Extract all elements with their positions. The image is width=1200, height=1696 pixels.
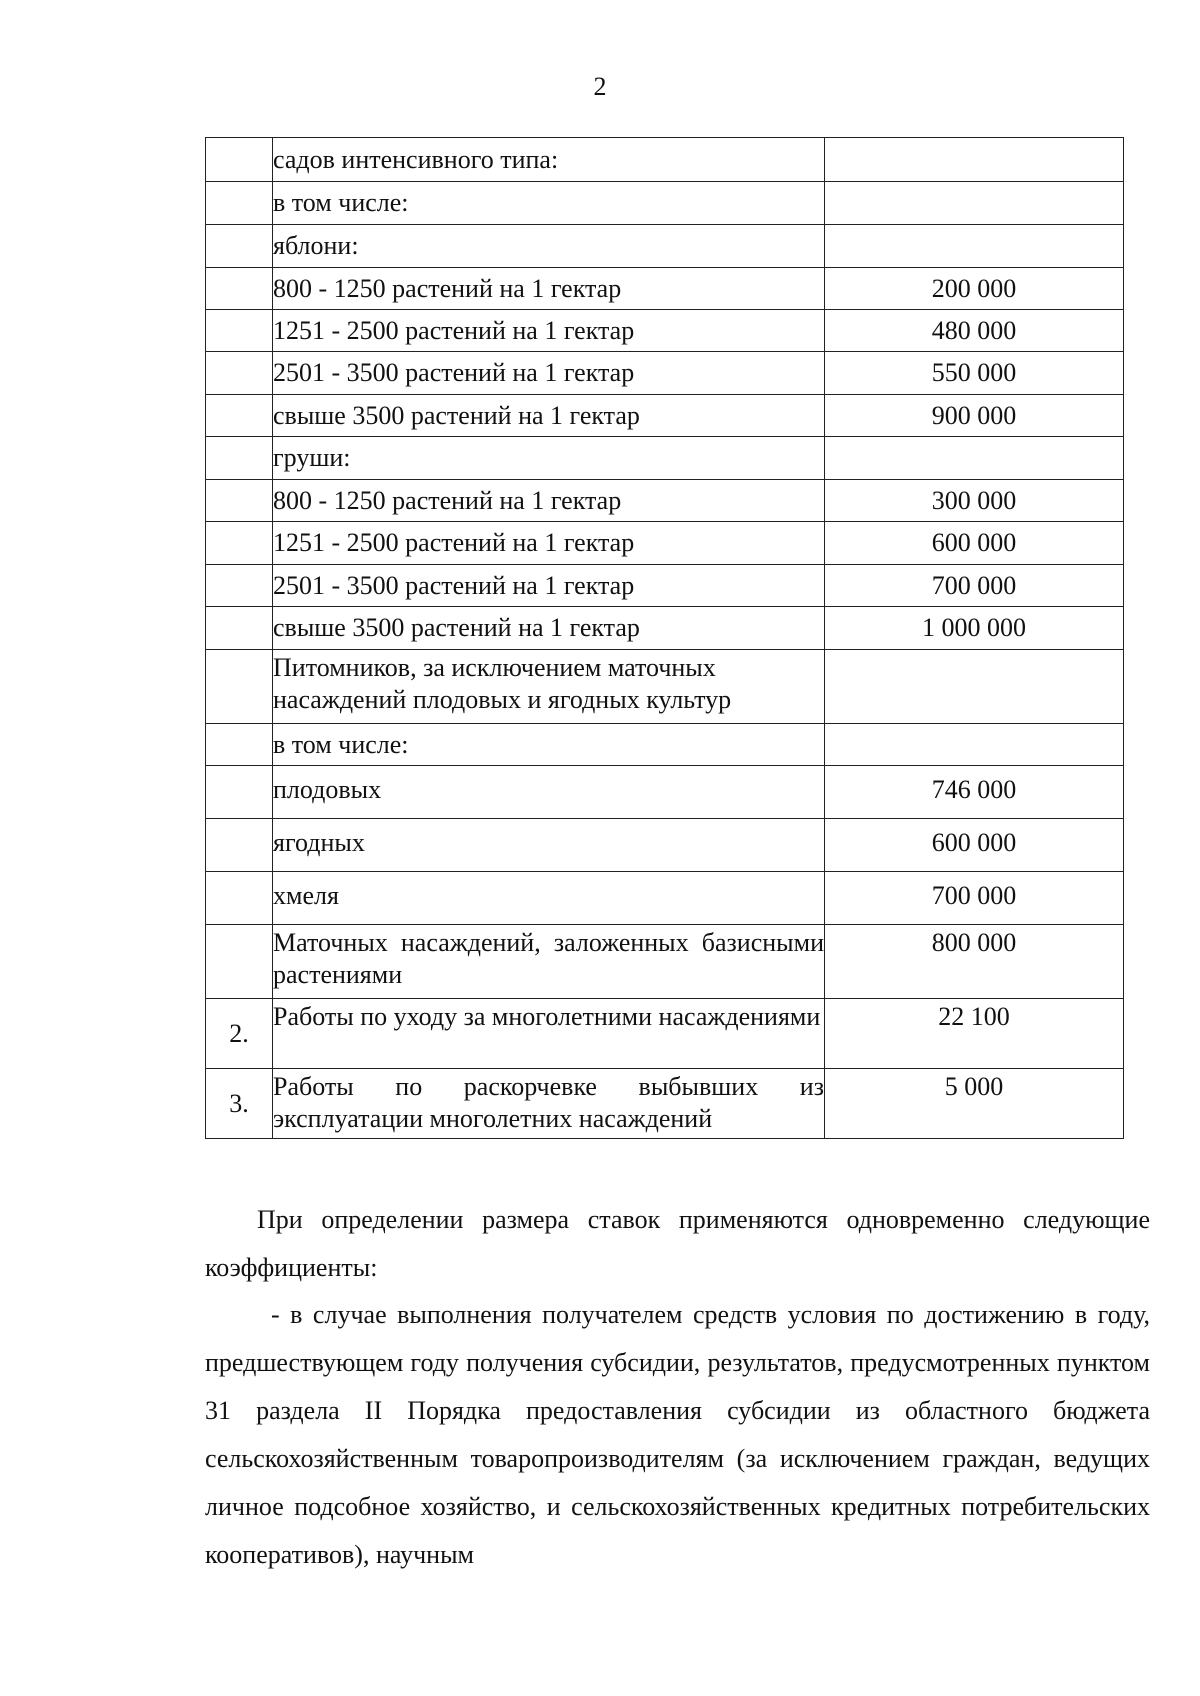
row-rate: 600 000 bbox=[825, 522, 1124, 565]
row-rate: 600 000 bbox=[825, 819, 1124, 872]
row-rate: 746 000 bbox=[825, 766, 1124, 819]
coefficients-intro-paragraph: При определении размера ставок применяются одновременно следующие коэффициенты: bbox=[205, 1205, 1150, 1282]
row-number bbox=[206, 138, 273, 182]
row-number bbox=[206, 766, 273, 819]
row-number bbox=[206, 522, 273, 565]
row-rate: 800 000 bbox=[825, 925, 1124, 999]
row-rate: 5 000 bbox=[825, 1069, 1124, 1139]
row-number bbox=[206, 352, 273, 395]
table-row bbox=[206, 872, 1124, 925]
row-description: Питомников, за исключением маточных насаждений плодовых и ягодных культур bbox=[273, 650, 825, 724]
row-number: 3. bbox=[206, 1069, 273, 1139]
row-description: 2501 - 3500 растений на 1 гектар bbox=[273, 565, 825, 607]
row-rate: 700 000 bbox=[825, 872, 1124, 925]
table-row bbox=[206, 352, 1124, 395]
row-number bbox=[206, 724, 273, 766]
row-number bbox=[206, 819, 273, 872]
table-row bbox=[206, 395, 1124, 437]
row-number bbox=[206, 182, 273, 225]
row-rate: 480 000 bbox=[825, 310, 1124, 352]
row-number: 2. bbox=[206, 999, 273, 1069]
row-number bbox=[206, 310, 273, 352]
row-description: Работы по раскорчевке выбывших из эксплуатации многолетних насаждений bbox=[273, 1069, 825, 1139]
row-number bbox=[206, 437, 273, 480]
row-description: ягодных bbox=[273, 819, 825, 872]
row-rate: 550 000 bbox=[825, 352, 1124, 395]
row-description: в том числе: bbox=[273, 182, 825, 225]
table-row bbox=[206, 480, 1124, 522]
table-row bbox=[206, 437, 1124, 480]
table-row bbox=[206, 607, 1124, 650]
row-rate bbox=[825, 138, 1124, 182]
row-description: хмеля bbox=[273, 872, 825, 925]
row-description: свыше 3500 растений на 1 гектар bbox=[273, 607, 825, 650]
row-description: Работы по уходу за многолетними насаждениями bbox=[273, 999, 825, 1069]
row-number bbox=[206, 565, 273, 607]
row-description: Маточных насаждений, заложенных базисными растениями bbox=[273, 925, 825, 999]
row-rate: 900 000 bbox=[825, 395, 1124, 437]
table-row bbox=[206, 138, 1124, 182]
row-number bbox=[206, 607, 273, 650]
row-number bbox=[206, 925, 273, 999]
table-row bbox=[206, 999, 1124, 1069]
table-row bbox=[206, 724, 1124, 766]
row-description: садов интенсивного типа: bbox=[273, 138, 825, 182]
row-description: свыше 3500 растений на 1 гектар bbox=[273, 395, 825, 437]
row-number bbox=[206, 480, 273, 522]
table-row bbox=[206, 310, 1124, 352]
row-description: 1251 - 2500 растений на 1 гектар bbox=[273, 522, 825, 565]
table-row bbox=[206, 182, 1124, 225]
row-description: яблони: bbox=[273, 225, 825, 268]
row-number bbox=[206, 650, 273, 724]
row-description: плодовых bbox=[273, 766, 825, 819]
table-row bbox=[206, 225, 1124, 268]
row-description: 1251 - 2500 растений на 1 гектар bbox=[273, 310, 825, 352]
row-rate bbox=[825, 724, 1124, 766]
table-row bbox=[206, 819, 1124, 872]
row-number bbox=[206, 268, 273, 310]
row-description: 2501 - 3500 растений на 1 гектар bbox=[273, 352, 825, 395]
row-description: 800 - 1250 растений на 1 гектар bbox=[273, 480, 825, 522]
row-number bbox=[206, 872, 273, 925]
condition-paragraph: - в случае выполнения получателем средств условия по достижению в году, предшествующем году получения субсидии, результатов, предусмотренных пунктом 31 раздела II Порядка предоставления субсидии из областного бюджета сельскохозяйственным товаропроизводителям (за исключением граждан, ведущих личное подсобное хозяйство, и сельскохозяйственных кредитных потребительских кооперативов), научным bbox=[205, 1300, 1150, 1569]
row-description: груши: bbox=[273, 437, 825, 480]
row-rate bbox=[825, 225, 1124, 268]
row-description: в том числе: bbox=[273, 724, 825, 766]
table-row bbox=[206, 1069, 1124, 1139]
table-row bbox=[206, 565, 1124, 607]
row-rate bbox=[825, 650, 1124, 724]
row-number bbox=[206, 395, 273, 437]
row-rate: 300 000 bbox=[825, 480, 1124, 522]
row-rate: 22 100 bbox=[825, 999, 1124, 1069]
row-rate: 1 000 000 bbox=[825, 607, 1124, 650]
row-rate: 700 000 bbox=[825, 565, 1124, 607]
table-row bbox=[206, 268, 1124, 310]
table-row bbox=[206, 925, 1124, 999]
page-number: 2 bbox=[593, 72, 607, 101]
row-rate: 200 000 bbox=[825, 268, 1124, 310]
table-row bbox=[206, 650, 1124, 724]
row-description: 800 - 1250 растений на 1 гектар bbox=[273, 268, 825, 310]
row-rate bbox=[825, 182, 1124, 225]
row-rate bbox=[825, 437, 1124, 480]
row-number bbox=[206, 225, 273, 268]
rates-table bbox=[205, 137, 1124, 1139]
table-row bbox=[206, 766, 1124, 819]
table-row bbox=[206, 522, 1124, 565]
